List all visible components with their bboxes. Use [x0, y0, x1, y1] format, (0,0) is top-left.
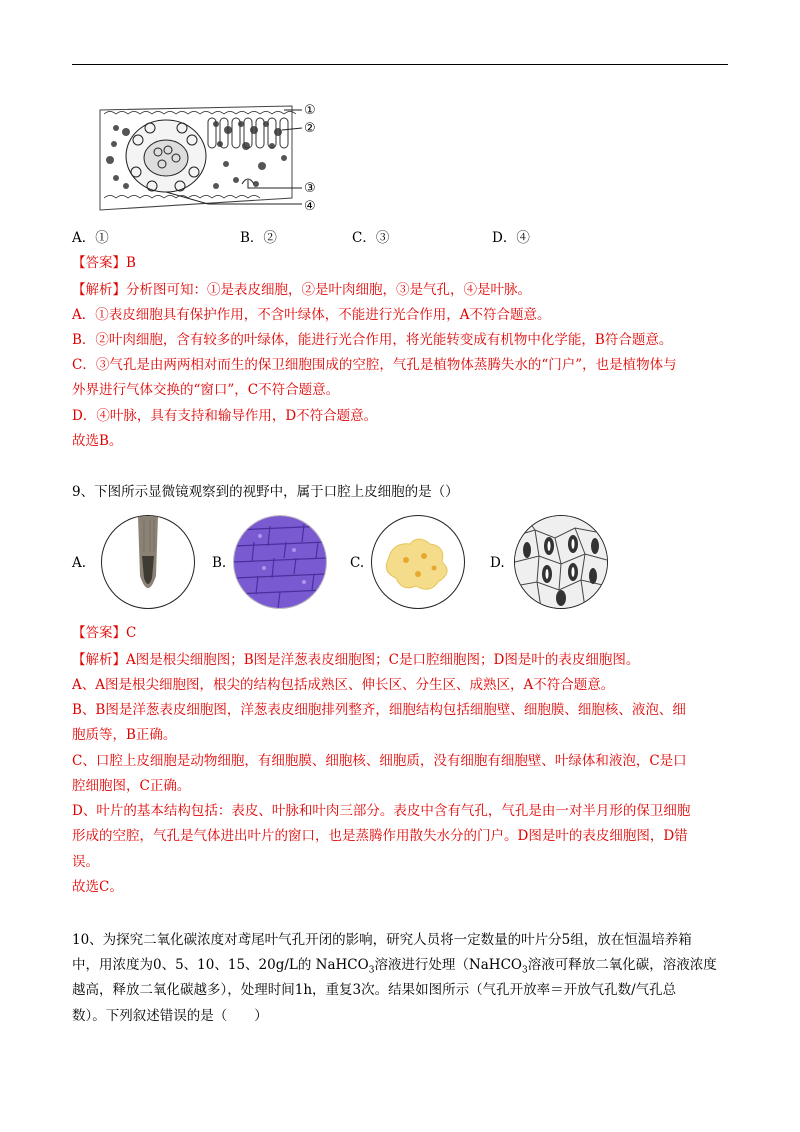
- q10-stem-line: 越高，释放二氧化碳越多），处理时间1h，重复3次。结果如图所示（气孔开放率＝开放气孔数/气孔总: [72, 982, 677, 998]
- q9-answer: 【答案】C: [72, 625, 137, 641]
- q8-analysis-line: 故选B。: [72, 433, 123, 449]
- q9-analysis-line: 【解析】A图是根尖细胞图；B图是洋葱表皮细胞图；C是口腔细胞图；D图是叶的表皮细胞图。: [72, 652, 640, 668]
- label-3: ③: [304, 181, 316, 196]
- onion-epidermis-micrograph: [233, 515, 327, 609]
- q9-analysis-line: D、叶片的基本结构包括：表皮、叶脉和叶肉三部分。表皮中含有气孔，气孔是由一对半月形的保卫细胞: [72, 803, 691, 819]
- q8-analysis-line: 【解析】分析图可知：①是表皮细胞，②是叶肉细胞，③是气孔，④是叶脉。: [72, 282, 531, 298]
- q9-option-d-label[interactable]: D.: [490, 555, 505, 571]
- q9-analysis-line: 胞质等，B正确。: [72, 727, 177, 743]
- q9-analysis-line: C、口腔上皮细胞是动物细胞，有细胞膜、细胞核、细胞质，没有细胞有细胞壁、叶绿体和液泡，C是口: [72, 753, 687, 769]
- q9-analysis-line: 形成的空腔，气孔是气体进出叶片的窗口，也是蒸腾作用散失水分的门户。D图是叶的表皮细胞图，D错: [72, 828, 688, 844]
- q8-analysis-line: D．④叶脉，具有支持和输导作用，D不符合题意。: [72, 408, 378, 424]
- root-tip-micrograph: [101, 515, 195, 609]
- q10-stem-line: 数）。下列叙述错误的是（ ）: [72, 1008, 268, 1024]
- q8-option-c[interactable]: C．③: [352, 230, 390, 246]
- q9-analysis-line: 故选C。: [72, 879, 123, 895]
- label-2: ②: [304, 121, 316, 136]
- leaf-epidermis-micrograph: [514, 515, 608, 609]
- q8-analysis-line: C．③气孔是由两两相对而生的保卫细胞围成的空腔，气孔是植物体蒸腾失水的“门户”，也是植物体与: [72, 357, 677, 373]
- q8-option-a[interactable]: A．①: [72, 230, 109, 246]
- cheek-cell-micrograph: [371, 515, 465, 609]
- q9-analysis-line: 误。: [72, 854, 99, 870]
- q8-option-d[interactable]: D．④: [492, 230, 530, 246]
- q10-stem-line: [72, 955, 717, 981]
- q10-stem-line: 10、为探究二氧化碳浓度对鸢尾叶气孔开闭的影响，研究人员将一定数量的叶片分5组，放在恒温培养箱: [72, 932, 692, 948]
- q9-analysis-line: A、A图是根尖细胞图，根尖的结构包括成熟区、伸长区、分生区、成熟区，A不符合题意。: [72, 677, 615, 693]
- q10-text: 溶液进行处理（NaHCO: [374, 957, 522, 973]
- q8-option-b[interactable]: B．②: [240, 230, 277, 246]
- q8-analysis-line: B．②叶肉细胞，含有较多的叶绿体，能进行光合作用，将光能转变成有机物中化学能，B符合题意。: [72, 332, 673, 348]
- label-1: ①: [304, 103, 316, 118]
- q10-text: 溶液可释放二氧化碳，溶液浓度: [527, 957, 717, 973]
- q8-answer: 【答案】B: [72, 255, 136, 271]
- q9-stem: 9、下图所示显微镜观察到的视野中，属于口腔上皮细胞的是（）: [72, 484, 459, 500]
- q10-sub: 3: [368, 965, 375, 976]
- q9-option-a-label[interactable]: A.: [72, 555, 87, 571]
- q9-analysis-line: 腔细胞图，C正确。: [72, 778, 191, 794]
- q8-analysis-line: A．①表皮细胞具有保护作用，不含叶绿体，不能进行光合作用，A不符合题意。: [72, 307, 551, 323]
- q9-option-c-label[interactable]: C.: [350, 555, 365, 571]
- q9-option-b-label[interactable]: B.: [212, 555, 227, 571]
- q10-sub: 3: [521, 965, 528, 976]
- q8-analysis-line: 外界进行气体交换的“窗口”，C不符合题意。: [72, 382, 340, 398]
- q10-text: 中，用浓度为0、5、10、15、20g/L的 NaHCO: [72, 957, 369, 973]
- leaf-cross-section-figure: [96, 100, 336, 218]
- header-rule: [72, 64, 728, 65]
- q9-analysis-line: B、B图是洋葱表皮细胞图，洋葱表皮细胞排列整齐，细胞结构包括细胞壁、细胞膜、细胞核、液泡、细: [72, 702, 686, 718]
- label-4: ④: [304, 199, 316, 214]
